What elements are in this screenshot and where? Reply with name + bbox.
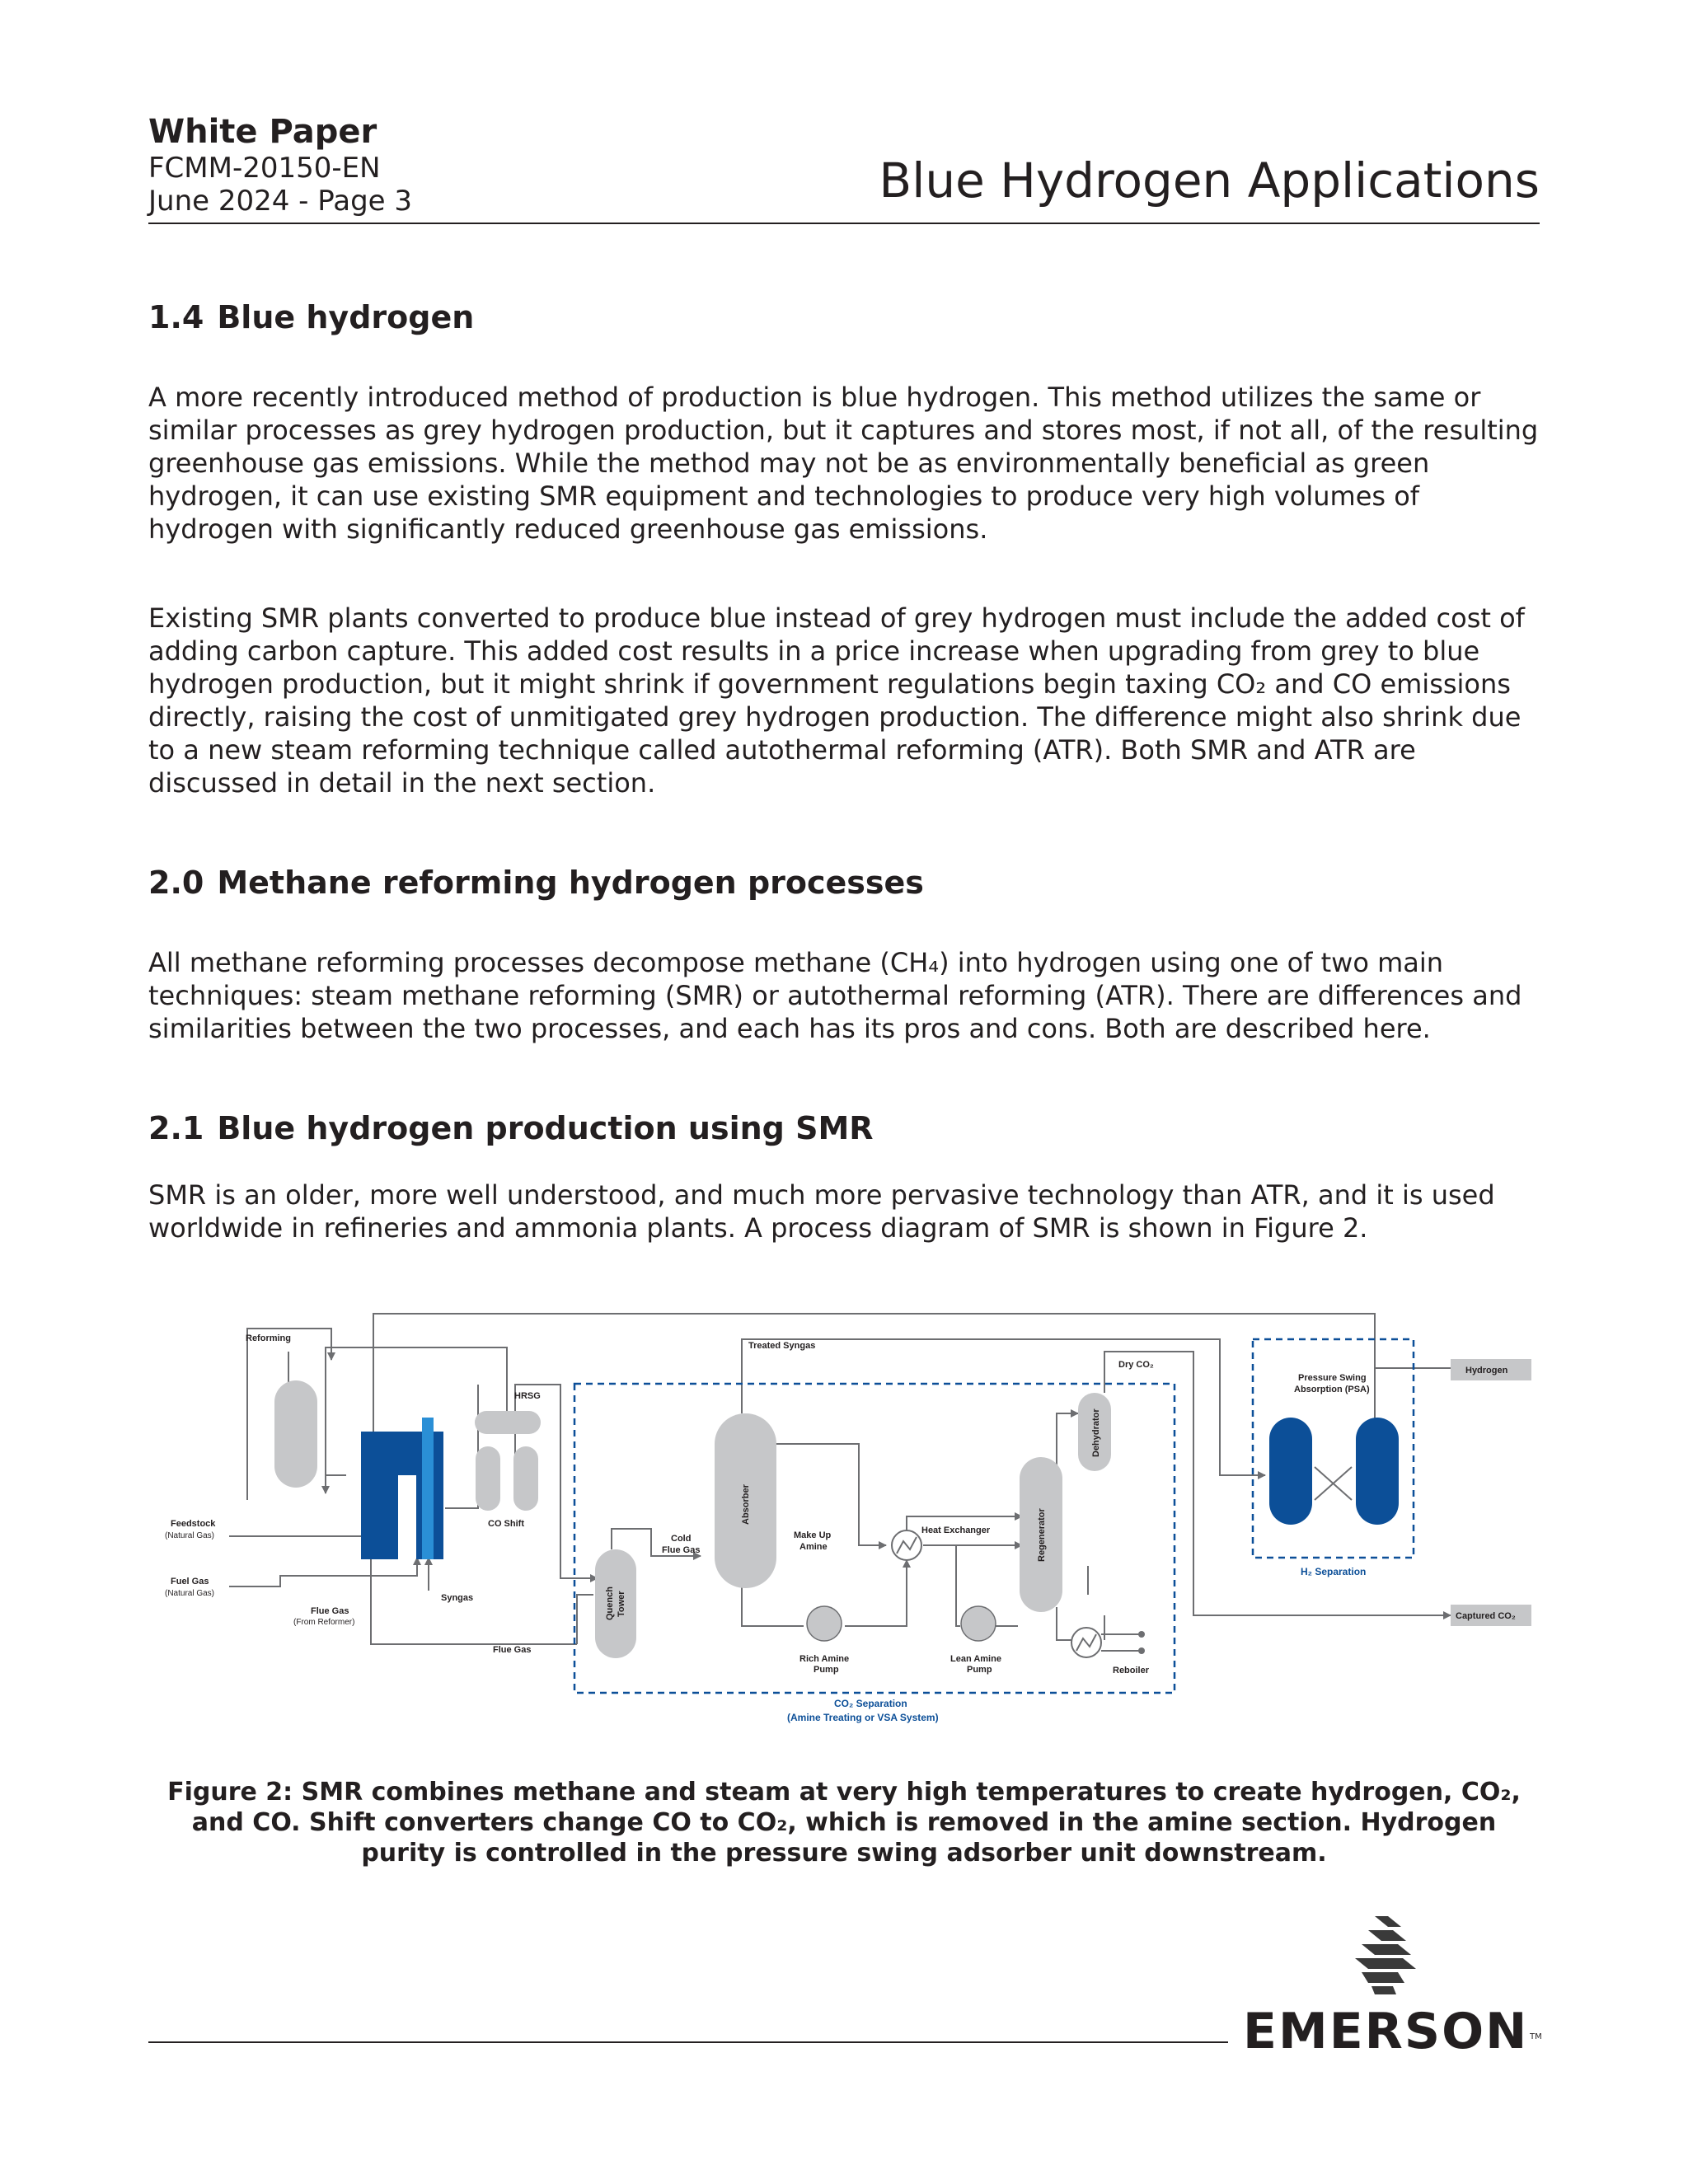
label-feedstock: Feedstock [171,1519,216,1529]
section-methane-reforming [148,862,1540,1045]
label-absorber: Absorber [741,1484,751,1525]
label-quench-tower-2: Tower [617,1591,626,1617]
paragraph: Existing SMR plants converted to produce blue instead of grey hydrogen must include the added cost of adding carbon capture. This added cost results in a price increase when upgrading from grey to blue hydrogen production, but it might shrink if government regulations begin taxing CO₂ and CO emissions directly, raising the cost of unmitigated grey hydrogen production. The difference might also shrink due to a new steam reforming technique called autothermal reforming (ATR). Both SMR and ATR are discussed in detail in the next section. [148,602,1525,799]
label-co2-separation-2: (Amine Treating or VSA System) [787,1712,939,1723]
psa-vessel [1269,1418,1312,1525]
label-rich-amine-pump: Rich Amine [799,1654,850,1664]
quench-tower [595,1549,636,1658]
label-quench-tower: Quench [605,1586,615,1620]
label-h2-separation: H₂ Separation [1301,1566,1367,1577]
doc-date-page: June 2024 - Page 3 [148,185,413,218]
label-psa: Pressure Swing [1298,1373,1367,1383]
section-title: Blue hydrogen [217,299,475,335]
label-feedstock-sub: (Natural Gas) [165,1531,215,1540]
label-heat-exchanger: Heat Exchanger [921,1526,991,1535]
label-flue-gas: Flue Gas [493,1645,532,1655]
trademark-symbol: TM [1530,2032,1542,2041]
flow-line [371,1558,577,1644]
label-dehydrator: Dehydrator [1091,1408,1101,1457]
page-title: Blue Hydrogen Applications [879,152,1540,209]
lean-amine-pump [961,1606,996,1641]
flow-line [577,1595,593,1644]
flow-line [742,1582,804,1626]
psa-vessel [1356,1418,1399,1525]
section-blue-hydrogen [148,297,1540,799]
flow-line [845,1560,907,1626]
rich-amine-pump [807,1606,842,1641]
label-hrsg: HRSG [514,1391,541,1401]
label-regenerator: Regenerator [1037,1508,1047,1562]
label-treated-syngas: Treated Syngas [748,1341,816,1351]
label-cold-flue-gas-2: Flue Gas [662,1545,701,1555]
label-dry-co2: Dry CO₂ [1118,1360,1154,1370]
label-flue-gas-reformer-sub: (From Reformer) [293,1618,355,1627]
label-fuel-gas: Fuel Gas [171,1577,209,1586]
section-number: 1.4 [148,299,204,335]
label-make-up-amine-2: Amine [799,1542,828,1552]
figure-caption: Figure 2: SMR combines methane and steam at very high temperatures to create hydrogen, CO₂, and CO. Shift converters change CO to CO₂, which is removed in the amine section. Hydrogen purity is controlled in the pressure swing adsorber unit downstream. [167,1778,1521,1868]
section-heading [148,1108,1540,1149]
reformer-tube [422,1418,434,1559]
hrsg-unit [475,1411,541,1434]
doc-number: FCMM-20150-EN [148,152,381,185]
label-co-shift: CO Shift [488,1519,524,1529]
co-shift-vessel [513,1446,538,1511]
section-heading [148,862,1540,903]
label-lean-amine-pump-2: Pump [967,1665,992,1675]
label-hydrogen: Hydrogen [1465,1366,1508,1376]
label-syngas: Syngas [441,1593,474,1603]
co-shift-vessel [476,1446,500,1511]
flow-line [742,1339,1265,1475]
paragraph: A more recently introduced method of production is blue hydrogen. This method utilizes the same or similar processes as grey hydrogen production, but it captures and stores most, if not all, of the resulting greenhouse gas emissions. While the method may not be as environmentally beneficial as green hydrogen, it can use existing SMR equipment and technologies to produce very high volumes of hydrogen with significantly reduced greenhouse gas emissions. [148,382,1539,545]
label-flue-gas-reformer: Flue Gas [311,1606,349,1616]
main-content [148,297,1540,1244]
label-lean-amine-pump: Lean Amine [950,1654,1001,1664]
label-psa-2: Absorption (PSA) [1294,1385,1370,1394]
flow-line [1057,1607,1071,1640]
emerson-wordmark: EMERSON [1243,2003,1529,2060]
doc-type: White Paper [148,113,377,151]
document-info [148,112,412,218]
header-divider [148,223,1540,224]
label-reboiler: Reboiler [1113,1666,1150,1675]
flow-line [956,1545,960,1626]
section-number: 2.1 [148,1110,204,1146]
paragraph: All methane reforming processes decompose methane (CH₄) into hydrogen using one of two main techniques: steam methane reforming (SMR) or autothermal reforming (ATR). There are differences and similarities between the two processes, and each has its pros and cons. Both are described here. [148,947,1522,1044]
label-captured-co2: Captured CO₂ [1456,1611,1516,1621]
section-title: Methane reforming hydrogen processes [217,865,924,901]
section-heading [148,297,1540,338]
smr-process-diagram [148,1302,1540,1764]
reforming-vessel [274,1380,317,1488]
label-fuel-gas-sub: (Natural Gas) [165,1589,215,1598]
paragraph: SMR is an older, more well understood, and much more pervasive technology than ATR, and it is used worldwide in refineries and ammonia plants. A process diagram of SMR is shown in Figure 2. [148,1179,1495,1244]
flow-line [445,1385,478,1508]
section-blue-hydrogen-smr [148,1108,1540,1244]
flow-line [229,1558,417,1586]
label-reforming: Reforming [246,1333,291,1343]
label-cold-flue-gas: Cold [671,1534,692,1544]
label-make-up-amine: Make Up [794,1530,832,1540]
label-co2-separation: CO₂ Separation [834,1698,907,1709]
label-rich-amine-pump-2: Pump [814,1665,839,1675]
footer-divider [148,2041,1228,2043]
section-number: 2.0 [148,865,204,901]
section-title: Blue hydrogen production using SMR [217,1110,874,1146]
